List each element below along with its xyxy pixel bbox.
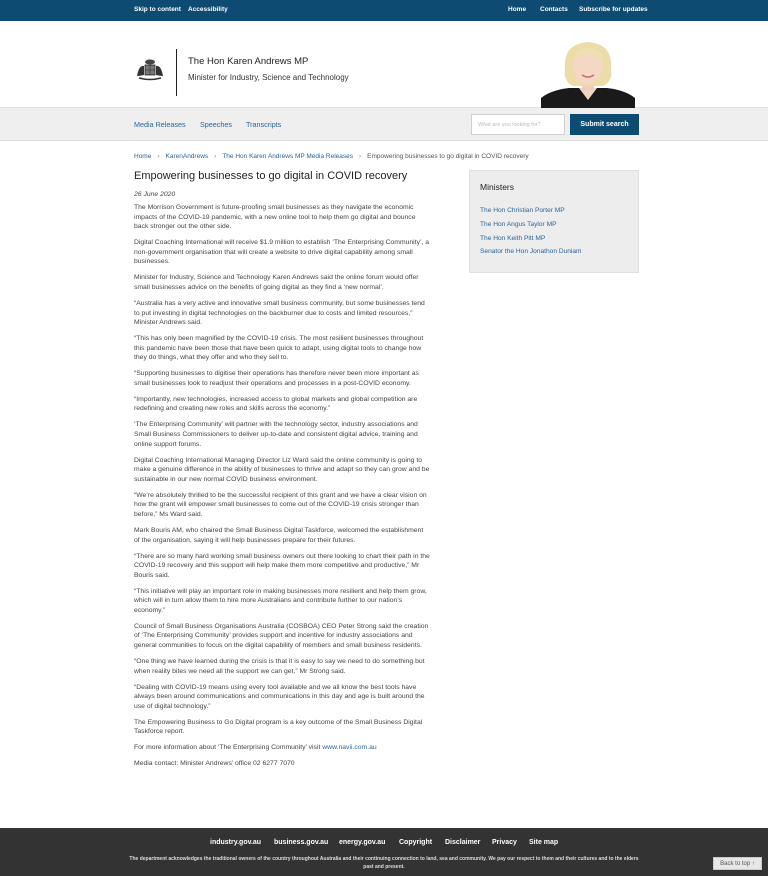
accessibility-link[interactable]: Accessibility bbox=[188, 6, 228, 13]
minister-link-porter[interactable]: The Hon Christian Porter MP bbox=[480, 207, 565, 214]
acknowledgement-of-country: The department acknowledges the traditional owners of the country throughout Australia and their continuing connection to land, sea and community. We pay our respect to them and their cultures and to the elders past and present. bbox=[129, 856, 639, 870]
home-link[interactable]: Home bbox=[508, 6, 527, 13]
search-input[interactable] bbox=[471, 114, 565, 135]
article-paragraph: Minister for Industry, Science and Technology Karen Andrews said the online forum would offer small businesses advice on the benefits of going digital as they find a ‘new normal’. bbox=[134, 274, 419, 291]
breadcrumb-media-releases[interactable]: The Hon Karen Andrews MP Media Releases bbox=[222, 153, 353, 160]
article-paragraph: “Australia has a very active and innovative small business community, but some businesses tend to put investing in digital technologies on the backburner due to costs and limited resources,” Minister Andrews said. bbox=[134, 299, 425, 327]
footer-link-disclaimer[interactable]: Disclaimer bbox=[445, 839, 481, 846]
article-title: Empowering businesses to go digital in COVID recovery bbox=[134, 170, 408, 182]
footer-link-energy[interactable]: energy.gov.au bbox=[339, 839, 386, 846]
media-contact: Media contact: Minister Andrews’ office 02 6277 7070 bbox=[134, 760, 295, 768]
nav-transcripts[interactable]: Transcripts bbox=[246, 120, 282, 129]
article-paragraph: “Importantly, new technologies, increased access to global markets and global competition are redefining and creating new roles and skills across the economy.” bbox=[134, 395, 418, 413]
sidebar-title: Ministers bbox=[480, 182, 515, 192]
footer-link-industry[interactable]: industry.gov.au bbox=[210, 839, 262, 846]
article-paragraph: ‘The Enterprising Community’ will partner with the technology sector, industry associations and Small Business Commissioners to deliver up-to-date and consistent digital advice, training and online support forums. bbox=[134, 421, 418, 448]
article-paragraph: “This has only been magnified by the COVID-19 crisis. The most resilient businesses throughout this pandemic have been those that have been quick to adapt, using digital tools to change how they do things, what they offer and who they sell to. bbox=[134, 335, 424, 362]
contacts-link[interactable]: Contacts bbox=[540, 6, 568, 13]
site-footer bbox=[0, 828, 768, 876]
nav-media-releases[interactable]: Media Releases bbox=[134, 120, 186, 129]
mp-name: The Hon Karen Andrews MP bbox=[188, 56, 309, 67]
utility-bar bbox=[0, 0, 768, 21]
article-paragraph: “There are so many hard working small business owners out there looking to chart their path in the COVID-19 recovery and this support will help make them more competitive and productive,” Mr Bouris said. bbox=[134, 552, 430, 579]
breadcrumb-karenandrews[interactable]: KarenAndrews bbox=[165, 153, 209, 160]
article-paragraph: The Morrison Government is future-proofing small businesses as they navigate the economic impacts of the COVID-19 pandemic, with a new online tool to help them go digital and bounce back stronger out the other side. bbox=[134, 204, 416, 231]
article-paragraph: “Supporting businesses to digitise their operations has therefore never been more important as small businesses look to readjust their operations and processes in a post-COVID economy. bbox=[134, 370, 419, 387]
article-paragraph: Digital Coaching International Managing Director Liz Ward said the online community is going to make a genuine difference in the ability of businesses to thrive and adapt so they can grow and be sustainable in our new normal COVID business environment. bbox=[134, 456, 430, 483]
ministers-sidebar bbox=[469, 170, 639, 273]
coat-of-arms-icon[interactable] bbox=[134, 57, 166, 83]
article bbox=[134, 169, 430, 775]
minister-link-duniam[interactable]: Senator the Hon Jonathon Duniam bbox=[480, 248, 582, 256]
site-header bbox=[0, 21, 768, 108]
more-info-paragraph bbox=[134, 743, 430, 753]
article-paragraph: “Dealing with COVID-19 means using every tool available and we all know the best tools have always been around communications and communications in this day and age is built around the use of digital technology.” bbox=[134, 683, 425, 710]
navii-link[interactable]: www.navii.com.au bbox=[322, 744, 377, 752]
more-info-text: For more information about ‘The Enterprising Community’ visit bbox=[134, 744, 323, 752]
breadcrumb-separator: › bbox=[157, 153, 160, 160]
article-paragraph: Council of Small Business Organisations Australia (COSBOA) CEO Peter Strong said the creation of ‘The Enterprising Community’ provides support and incentive for industry associations and general communities to focus on the digital capability of members and small business residents. bbox=[134, 622, 429, 650]
minister-link-taylor[interactable]: The Hon Angus Taylor MP bbox=[480, 220, 557, 228]
article-paragraph: Mark Bouris AM, who chaired the Small Business Digital Taskforce, welcomed the establishment of the organisation, saying it will help businesses prepare for their futures. bbox=[134, 526, 424, 544]
article-paragraph: “This initiative will play an important role in making businesses more resilient and help them grow, which will in turn allow them to hire more Australians and contribute further to our nation’s economy.” bbox=[134, 587, 427, 614]
breadcrumb bbox=[134, 153, 529, 160]
article-paragraph: “One thing we have learned during the crisis is that it is easy to say we need to do something but when reality bites we need all the support we can get,” Mr Strong said. bbox=[134, 658, 425, 675]
footer-link-privacy[interactable]: Privacy bbox=[492, 839, 517, 846]
article-paragraph: Digital Coaching International will receive $1.9 million to establish ‘The Enterprising Community’, a non-government organisation that will create a website to drive digital capability among small businesses. bbox=[134, 239, 430, 266]
article-paragraph: The Empowering Business to Go Digital program is a key outcome of the Small Business Digital Taskforce report. bbox=[134, 718, 423, 736]
skip-to-content-link[interactable]: Skip to content bbox=[134, 6, 181, 13]
header-divider bbox=[176, 49, 177, 96]
mp-role: Minister for Industry, Science and Technology bbox=[188, 73, 349, 82]
back-to-top-button[interactable]: Back to top ↑ bbox=[713, 857, 762, 870]
main-nav bbox=[0, 108, 768, 141]
submit-search-button[interactable]: Submit search bbox=[570, 114, 639, 135]
article-date: 26 June 2020 bbox=[134, 191, 176, 198]
footer-link-sitemap[interactable]: Site map bbox=[529, 839, 559, 846]
breadcrumb-separator: › bbox=[359, 153, 362, 160]
nav-speeches[interactable]: Speeches bbox=[200, 120, 232, 129]
footer-link-copyright[interactable]: Copyright bbox=[399, 839, 433, 846]
breadcrumb-separator: › bbox=[214, 153, 217, 160]
footer-link-business[interactable]: business.gov.au bbox=[274, 839, 329, 846]
minister-link-pitt[interactable]: The Hon Keith Pitt MP bbox=[480, 234, 546, 242]
breadcrumb-home[interactable]: Home bbox=[134, 153, 152, 160]
breadcrumb-current: Empowering businesses to go digital in COVID recovery bbox=[367, 153, 529, 160]
subscribe-link[interactable]: Subscribe for updates bbox=[579, 6, 648, 13]
minister-portrait bbox=[541, 38, 635, 108]
article-paragraph: “We’re absolutely thrilled to be the successful recipient of this grant and we have a clear vision on how the grant will empower small businesses to come out of the COVID-19 crisis stronger than before,” Ms Ward said. bbox=[134, 491, 427, 518]
